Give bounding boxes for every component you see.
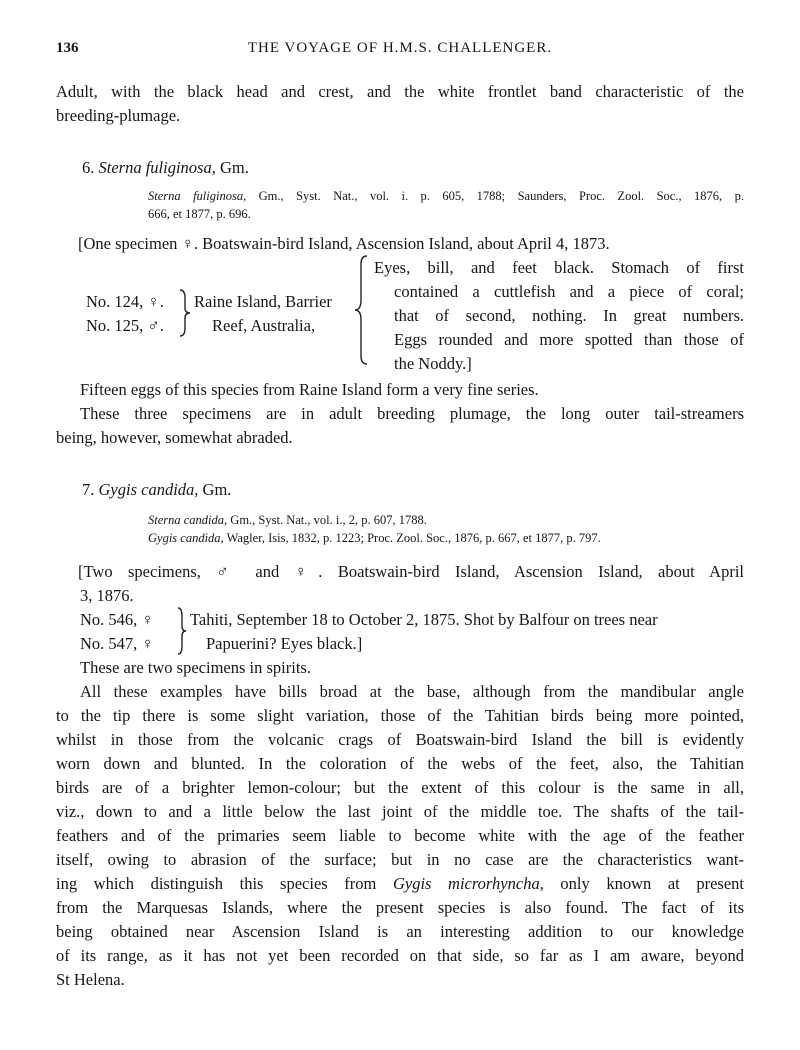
brace-large-icon <box>352 254 370 366</box>
species-6-para-2-line-2: being, however, somewhat abraded. <box>56 428 293 447</box>
species-6-name: Sterna fuliginosa <box>98 158 212 177</box>
species-6-note-5: the Noddy.] <box>394 354 472 373</box>
brace-left-icon <box>178 288 192 338</box>
species-7-ref-2: Gygis candida, Wagler, Isis, 1832, p. 1223; Proc. Zool. Soc., 1876, p. 667, et 1877, p. 797. <box>148 531 601 545</box>
species-7-authority: , Gm. <box>194 480 232 499</box>
final-para-line-3: whilst in those from the volcanic crags of Boatswain-bird Island the bill is evidently <box>56 730 744 749</box>
species-7-spirits-line: These are two specimens in spirits. <box>80 658 311 677</box>
specimen-no-546: No. 546, ♀ <box>80 610 154 629</box>
final-para-line-4: worn down and blunted. In the coloration of the webs of the feet, also, the Tahitian <box>56 754 744 773</box>
species-6-note-4: Eggs rounded and more spotted than those of <box>394 330 744 349</box>
specimen-no-124: No. 124, ♀. <box>86 292 164 311</box>
species-6-locality-1: Raine Island, Barrier <box>194 292 332 311</box>
species-6-specimen-line: [One specimen ♀. Boatswain-bird Island, Ascension Island, about April 4, 1873. <box>78 234 610 253</box>
final-para-line-2: to the tip there is some slight variation, those of the Tahitian birds being more pointed, <box>56 706 744 725</box>
specimen-no-547: No. 547, ♀ <box>80 634 154 653</box>
final-para-line-7: feathers and of the primaries seem liable to become white with the age of the feather <box>56 826 744 845</box>
page-number: 136 <box>56 40 79 56</box>
species-6-note-2: contained a cuttlefish and a piece of coral; <box>394 282 744 301</box>
species-7-heading <box>82 478 231 502</box>
species-6-note-3: that of second, nothing. In great numbers. <box>394 306 744 325</box>
species-7-number: 7. <box>82 480 95 499</box>
final-para-line-5: birds are of a brighter lemon-colour; but the extent of this colour is the same in all, <box>56 778 744 797</box>
final-para-line-1: All these examples have bills broad at the base, although from the mandibular angle <box>80 682 744 701</box>
species-6-ref-1: Sterna fuliginosa, Gm., Syst. Nat., vol. i. p. 605, 1788; Saunders, Proc. Zool. Soc., 1876, p. <box>148 189 744 203</box>
species-6-heading <box>82 156 249 180</box>
final-para-line-10: from the Marquesas Islands, where the present species is also found. The fact of its <box>56 898 744 917</box>
species-7-ref-1: Sterna candida, Gm., Syst. Nat., vol. i., 2, p. 607, 1788. <box>148 513 427 527</box>
running-head: THE VOYAGE OF H.M.S. CHALLENGER. <box>247 40 553 56</box>
specimen-no-125: No. 125, ♂. <box>86 316 164 335</box>
species-6-para-2-line-1: These three specimens are in adult breeding plumage, the long outer tail-streamers <box>80 404 744 423</box>
species-6-locality-2: Reef, Australia, <box>212 316 316 335</box>
species-7-specimen-line-1: [Two specimens, ♂ and ♀. Boatswain-bird Island, Ascension Island, about April <box>78 562 744 581</box>
species-7-specimen-line-2: 3, 1876. <box>80 586 134 605</box>
species-7-locality-1: Tahiti, September 18 to October 2, 1875. Shot by Balfour on trees near <box>190 610 658 629</box>
intro-line-1: Adult, with the black head and crest, and the white frontlet band characteristic of the <box>56 82 744 101</box>
species-6-authority: , Gm. <box>211 158 249 177</box>
final-para-line-11: being obtained near Ascension Island is an interesting addition to our knowledge <box>56 922 744 941</box>
species-6-number: 6. <box>82 158 95 177</box>
brace-small-icon <box>176 606 188 656</box>
species-6-ref-2: 666, et 1877, p. 696. <box>148 207 251 221</box>
intro-line-2: breeding-plumage. <box>56 106 181 125</box>
species-7-name: Gygis candida <box>98 480 195 499</box>
final-para-line-6: viz., down to and a little below the last joint of the middle toe. The shafts of the tail- <box>56 802 744 821</box>
final-para-line-9: ing which distinguish this species from Gygis microrhyncha, only known at present <box>56 874 744 893</box>
species-7-locality-2: Papuerini? Eyes black.] <box>206 634 363 653</box>
species-6-para-1: Fifteen eggs of this species from Raine Island form a very fine series. <box>80 380 539 399</box>
species-6-note-1: Eyes, bill, and feet black. Stomach of first <box>374 258 744 277</box>
final-para-line-8: itself, owing to abrasion of the surface; but in no case are the characteristics want- <box>56 850 744 869</box>
final-para-line-12: of its range, as it has not yet been recorded on that side, so far as I am aware, beyond <box>56 946 744 965</box>
final-para-line-13: St Helena. <box>56 970 125 989</box>
